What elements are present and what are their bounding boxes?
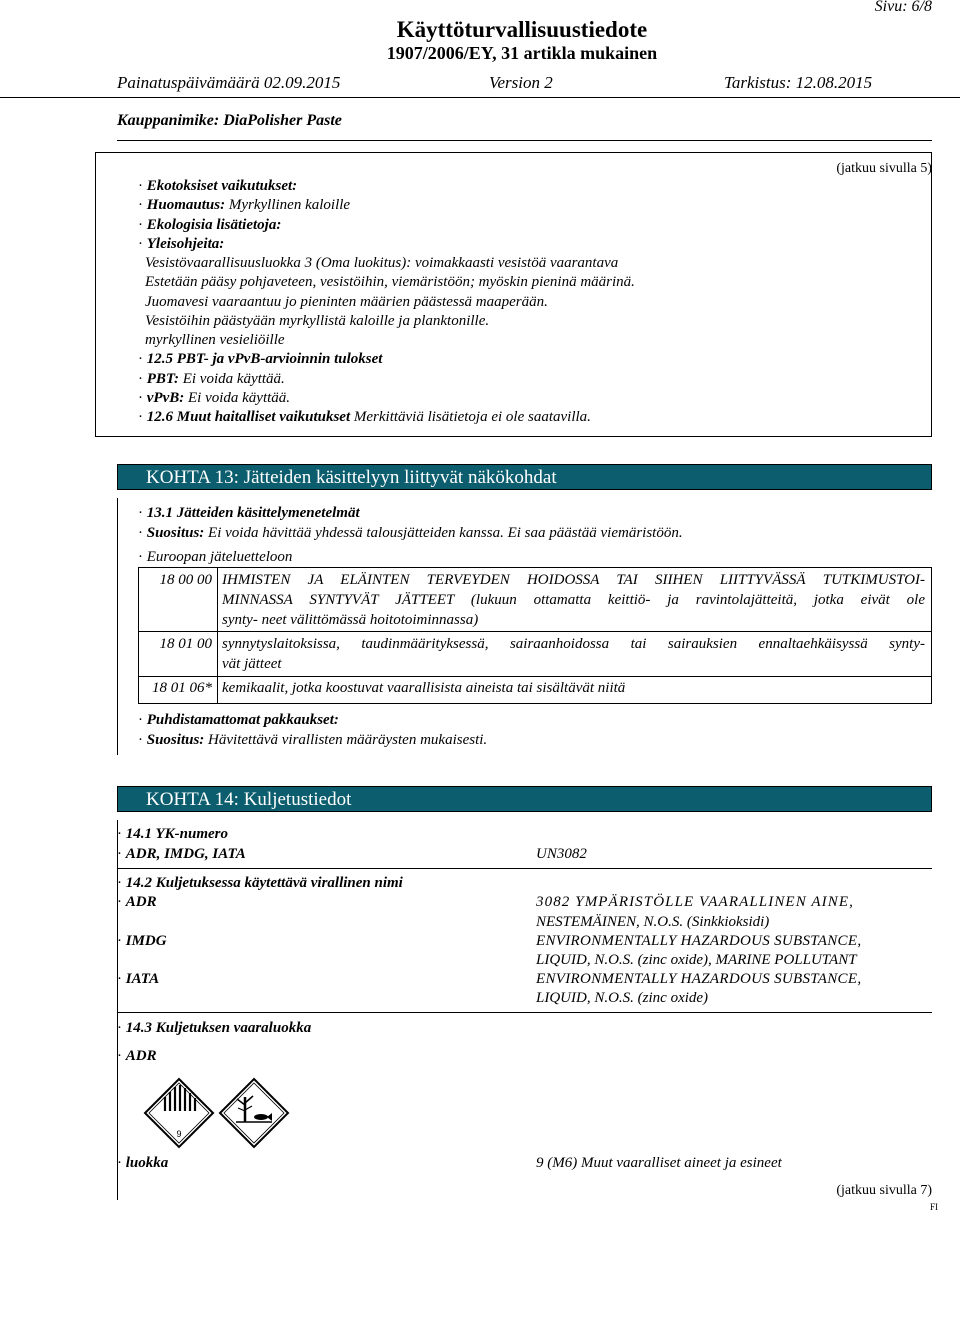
name-heading xyxy=(117,874,403,893)
un-label xyxy=(117,845,246,864)
uncleaned-heading xyxy=(138,711,339,730)
general-heading xyxy=(138,235,224,254)
iata-label xyxy=(117,970,159,989)
eco-effects-heading xyxy=(138,177,297,196)
pbt-label: · PBT: xyxy=(138,371,179,387)
other-effects-line xyxy=(138,408,591,427)
adr-label xyxy=(117,893,157,912)
eco-line-1: Vesistövaarallisuusluokka 3 (Oma luokitus): voimakkaasti vesistöä vaarantava xyxy=(145,255,619,271)
class-heading xyxy=(117,1019,311,1038)
ewc-desc-3-line-1: kemikaalit, jotka koostuvat vaarallisista aineista tai sisältävät niitä xyxy=(222,680,626,696)
iata-label-text: · IATA xyxy=(117,971,159,987)
adr-name-line-1: 3082 YMPÄRISTÖLLE VAARALLINEN AINE, xyxy=(536,894,854,910)
footer-language: FI xyxy=(929,1202,938,1212)
continued-on: (jatkuu sivulla 7) xyxy=(836,1183,932,1198)
pbt-line xyxy=(138,370,285,389)
class-adr-label xyxy=(117,1047,157,1066)
methods-heading-label: · 13.1 Jätteiden käsittelymenetelmät xyxy=(138,505,360,521)
un-label-text: · ADR, IMDG, IATA xyxy=(117,846,246,862)
ewc-table-col-divider xyxy=(217,567,218,704)
un-divider xyxy=(117,868,932,869)
ewc-heading-label: · Euroopan jäteluetteloon xyxy=(138,549,292,565)
pbt-value: Ei voida käyttää. xyxy=(182,371,285,387)
name-heading-label: · 14.2 Kuljetuksessa käytettävä virallinen nimi xyxy=(117,875,403,891)
advice-value: Ei voida hävittää yhdessä talousjätteiden kanssa. Ei saa päästää viemäristöön. xyxy=(208,525,683,541)
methods-heading xyxy=(138,504,360,523)
uncleaned-heading-label: · Puhdistamattomat pakkaukset: xyxy=(138,712,339,728)
pbt-heading xyxy=(138,350,382,369)
ewc-desc-2-line-2: vät jätteet xyxy=(222,656,282,672)
ewc-desc-1-line-3: synty- neet välittömässä hoitotoiminnassa) xyxy=(222,612,479,628)
adr-label-text: · ADR xyxy=(117,894,157,910)
class-adr-label-text: · ADR xyxy=(117,1048,157,1064)
eco-line-4: Vesistöihin päästyään myrkyllistä kaloille ja planktonille. xyxy=(145,313,490,329)
vpvb-label: · vPvB: xyxy=(138,390,184,406)
un-heading xyxy=(117,825,228,844)
document-subtitle: 1907/2006/EY, 31 artikla mukainen xyxy=(386,43,658,63)
trade-name: Kauppanimike: DiaPolisher Paste xyxy=(117,112,342,129)
imdg-label xyxy=(117,932,167,951)
pictogram-class-number: 9 xyxy=(176,1129,182,1139)
eco-line-3: Juomavesi vaaraantuu jo pieninten määrien päästessä maaperään. xyxy=(145,294,548,310)
note-line xyxy=(138,196,350,215)
luokka-label xyxy=(117,1154,168,1173)
luokka-label-text: · luokka xyxy=(117,1155,168,1171)
other-effects-label: · 12.6 Muut haitalliset vaikutukset xyxy=(138,409,350,425)
ewc-code-3: 18 01 06* xyxy=(152,680,212,696)
vpvb-line xyxy=(138,389,290,408)
section13-title: KOHTA 13: Jätteiden käsittelyyn liittyvät näkökohdat xyxy=(146,467,557,488)
iata-name-line-2: LIQUID, N.O.S. (zinc oxide) xyxy=(536,990,709,1006)
print-date: Painatuspäivämäärä 02.09.2015 xyxy=(117,73,341,92)
imdg-label-text: · IMDG xyxy=(117,933,167,949)
version: Version 2 xyxy=(489,73,553,92)
advice-line xyxy=(138,524,683,543)
section14-title: KOHTA 14: Kuljetustiedot xyxy=(146,789,352,810)
name-divider xyxy=(117,1012,932,1013)
revision-date: Tarkistus: 12.08.2015 xyxy=(724,73,873,92)
adr-name-line-2: NESTEMÄINEN, N.O.S. (Sinkkioksidi) xyxy=(536,914,770,930)
environment-hazard-pictogram xyxy=(218,1077,290,1149)
continued-from: (jatkuu sivulla 5) xyxy=(836,161,932,176)
pbt-heading-label: · 12.5 PBT- ja vPvB-arvioinnin tulokset xyxy=(138,351,382,367)
imdg-name-line-2: LIQUID, N.O.S. (zinc oxide), MARINE POLLUTANT xyxy=(536,952,857,968)
eco-info-label: · Ekologisia lisätietoja: xyxy=(138,217,281,233)
header-divider xyxy=(0,97,960,98)
section14-title-bar xyxy=(117,786,932,812)
class-heading-label: · 14.3 Kuljetuksen vaaraluokka xyxy=(117,1020,311,1036)
ewc-desc-1-line-2: MINNASSA SYNTYVÄT JÄTTEET (lukuun ottamatta keittiö- ja ravintolajätteitä, jotka eivät ole xyxy=(222,592,925,608)
ewc-desc-1-line-1: IHMISTEN JA ELÄINTEN TERVEYDEN HOIDOSSA TAI SIIHEN LIITTYVÄSSÄ TUTKIMUSTOI- xyxy=(222,572,925,588)
other-effects-value: Merkittäviä lisätietoja ei ole saatavilla. xyxy=(353,409,591,425)
ewc-heading xyxy=(138,548,292,567)
document-title: Käyttöturvallisuustiedote xyxy=(396,17,648,42)
trade-name-divider xyxy=(117,140,932,141)
ewc-code-2: 18 01 00 xyxy=(159,636,212,652)
eco-info-heading xyxy=(138,216,281,235)
vpvb-value: Ei voida käyttää. xyxy=(187,390,291,406)
ewc-row-divider-2 xyxy=(138,676,932,677)
eco-line-5: myrkyllinen vesieliöille xyxy=(145,332,285,348)
imdg-name-line-1: ENVIRONMENTALLY HAZARDOUS SUBSTANCE, xyxy=(536,933,862,949)
advice-label: · Suositus: xyxy=(138,525,204,541)
uncleaned-advice-line xyxy=(138,731,487,750)
eco-line-2: Estetään pääsy pohjaveteen, vesistöihin, viemäristöön; myöskin pieninä määrinä. xyxy=(145,274,635,290)
section13-title-bar xyxy=(117,464,932,490)
ewc-code-1: 18 00 00 xyxy=(159,572,212,588)
ewc-row-divider-1 xyxy=(138,631,932,632)
page-number: Sivu: 6/8 xyxy=(874,0,932,15)
section13-left-rule xyxy=(117,498,118,755)
ewc-desc-2-line-1: synnytyslaitoksissa, taudinmäärityksessä, sairaanhoidossa tai sairauksien ennaltaehkäisyssä synty- xyxy=(222,636,925,652)
un-heading-label: · 14.1 YK-numero xyxy=(117,826,228,842)
uncleaned-advice-value: Hävitettävä virallisten määräysten mukaisesti. xyxy=(208,732,488,748)
iata-name-line-1: ENVIRONMENTALLY HAZARDOUS SUBSTANCE, xyxy=(536,971,862,987)
uncleaned-advice-label: · Suositus: xyxy=(138,732,204,748)
luokka-value: 9 (M6) Muut vaaralliset aineet ja esineet xyxy=(536,1155,782,1171)
eco-effects-label: · Ekotoksiset vaikutukset: xyxy=(138,178,297,194)
note-label: · Huomautus: xyxy=(138,197,225,213)
un-value: UN3082 xyxy=(536,846,587,862)
general-label: · Yleisohjeita: xyxy=(138,236,224,252)
note-value: Myrkyllinen kaloille xyxy=(228,197,351,213)
class-9-hazard-pictogram xyxy=(143,1077,215,1149)
